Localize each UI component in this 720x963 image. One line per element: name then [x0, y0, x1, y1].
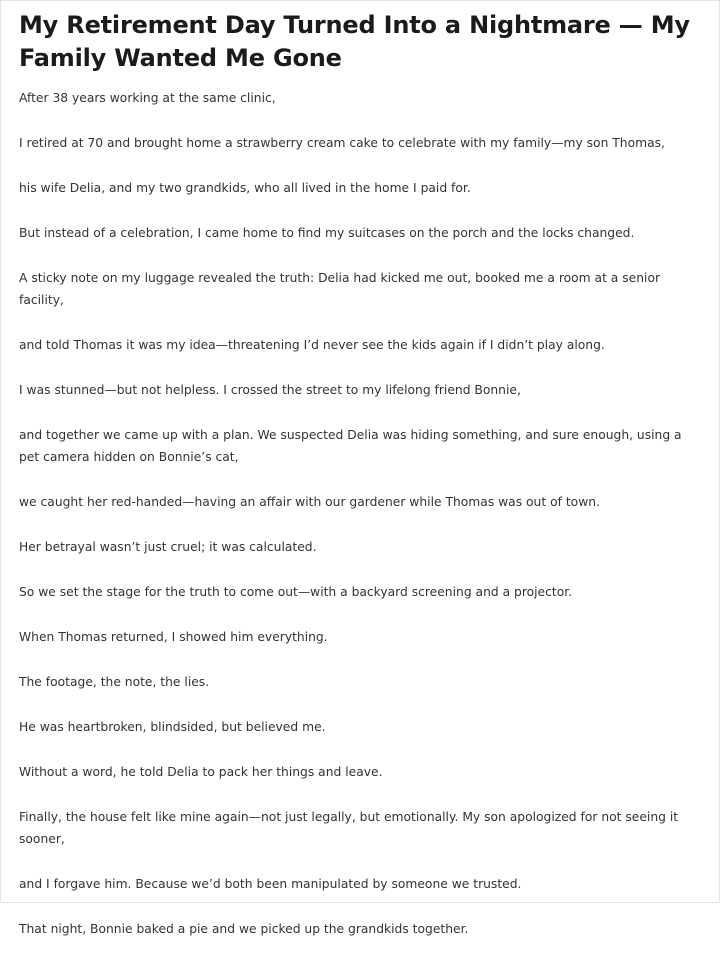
paragraph: Without a word, he told Delia to pack her things and leave. — [19, 765, 383, 779]
paragraph: I retired at 70 and brought home a strawberry cream cake to celebrate with my family—my son Thomas, — [19, 136, 665, 150]
article-title: My Retirement Day Turned Into a Nightmare — My Family Wanted Me Gone — [19, 11, 690, 72]
paragraph: A sticky note on my luggage revealed the truth: Delia had kicked me out, booked me a room at a senior facility, — [19, 271, 661, 307]
paragraph: and together we came up with a plan. We suspected Delia was hiding something, and sure enough, using a pet camera hidden on Bonnie’s cat, — [19, 428, 682, 464]
paragraph: That night, Bonnie baked a pie and we picked up the grandkids together. — [19, 922, 469, 936]
paragraph: But instead of a celebration, I came home to find my suitcases on the porch and the locks changed. — [19, 226, 635, 240]
paragraph: we caught her red-handed—having an affair with our gardener while Thomas was out of town. — [19, 495, 600, 509]
paragraph: and told Thomas it was my idea—threatening I’d never see the kids again if I didn’t play along. — [19, 338, 605, 352]
paragraph: The footage, the note, the lies. — [19, 675, 210, 689]
paragraph: and I forgave him. Because we’d both been manipulated by someone we trusted. — [19, 877, 522, 891]
paragraph: Her betrayal wasn’t just cruel; it was calculated. — [19, 540, 317, 554]
paragraph: his wife Delia, and my two grandkids, who all lived in the home I paid for. — [19, 181, 471, 195]
paragraph: So we set the stage for the truth to come out—with a backyard screening and a projector. — [19, 585, 573, 599]
paragraph: He was heartbroken, blindsided, but believed me. — [19, 720, 326, 734]
paragraph: When Thomas returned, I showed him everything. — [19, 630, 328, 644]
paragraph: Finally, the house felt like mine again—not just legally, but emotionally. My son apologized for not seeing it sooner, — [19, 810, 679, 846]
paragraph: I was stunned—but not helpless. I crossed the street to my lifelong friend Bonnie, — [19, 383, 521, 397]
paragraph: After 38 years working at the same clinic, — [19, 91, 276, 105]
article — [19, 9, 703, 963]
